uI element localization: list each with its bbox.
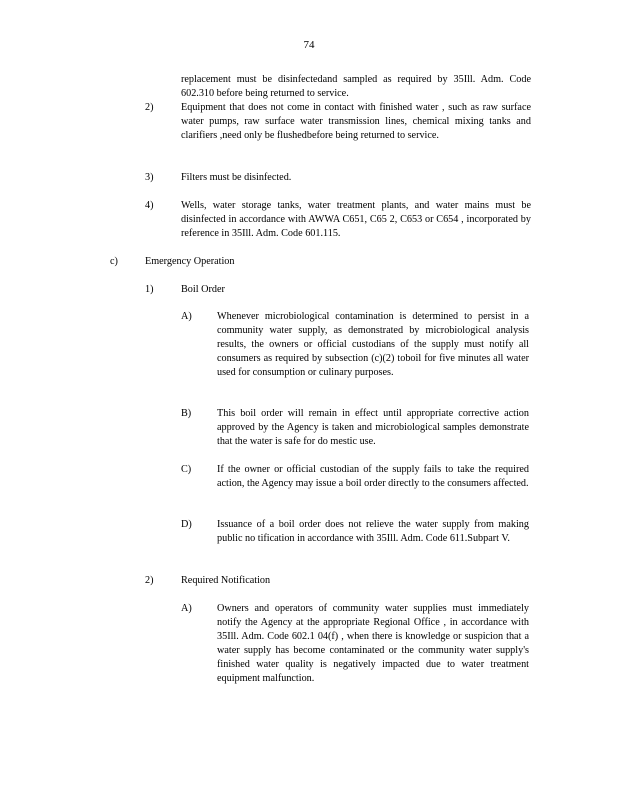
section-c-heading: Emergency Operation <box>145 256 235 267</box>
item-4-label: 4) <box>145 200 154 211</box>
boil-order-a-text: Whenever microbiological contamination is determined to persist in a community water supply, as demonstrated by microbiological analysis results, the owners or official custodians of the supply must notify all consumers as required by subsection (c)(2) toboil for five minutes all water used for consumption or culinary purposes. <box>217 311 529 378</box>
item-3-text: Filters must be disinfected. <box>181 172 292 183</box>
required-notification-a-text: Owners and operators of community water supplies must immediately notify the Agency at the appropriate Regional Office , in accordance with 35Ill. Adm. Code 602.1 04(f) , when there is knowledge or suspicion that a water supply has become contaminated or the community water supply's finished water quality is negatively impacted due to water treatment equipment malfunction. <box>217 603 529 684</box>
boil-order-d-label: D) <box>181 519 192 530</box>
replacement-paragraph: replacement must be disinfectedand sampled as required by 35Ill. Adm. Code 602.310 before being returned to service. <box>181 74 531 99</box>
page-number: 74 <box>303 39 315 51</box>
required-notification-a-label: A) <box>181 603 192 614</box>
boil-order-c-text: If the owner or official custodian of the supply fails to take the required action, the Agency may issue a boil order directly to the consumers affected. <box>217 464 529 489</box>
boil-order-b-text: This boil order will remain in effect until appropriate corrective action approved by the Agency is taken and microbiological samples demonstrate that the water is safe for do mestic use. <box>217 408 529 447</box>
item-3-label: 3) <box>145 172 154 183</box>
boil-order-d-text: Issuance of a boil order does not relieve the water supply from making public no tification in accordance with 35Ill. Adm. Code 611.Subpart V. <box>217 519 529 544</box>
item-4-text: Wells, water storage tanks, water treatment plants, and water mains must be disinfected in accordance with AWWA C651, C65 2, C653 or C654 , incorporated by reference in 35Ill. Adm. Code 601.115. <box>181 200 531 239</box>
boil-order-heading: Boil Order <box>181 284 225 295</box>
item-2-text: Equipment that does not come in contact with finished water , such as raw surface water pumps, raw surface water transmission lines, chemical mixing tanks and clarifiers ,need only be flushedbefore being returned to service. <box>181 102 531 141</box>
item-2-label: 2) <box>145 102 154 113</box>
boil-order-c-label: C) <box>181 464 192 475</box>
required-notification-label: 2) <box>145 575 154 586</box>
section-c-label: c) <box>110 256 118 267</box>
boil-order-a-label: A) <box>181 311 192 322</box>
required-notification-heading: Required Notification <box>181 575 271 586</box>
boil-order-label: 1) <box>145 284 154 295</box>
boil-order-b-label: B) <box>181 408 192 419</box>
